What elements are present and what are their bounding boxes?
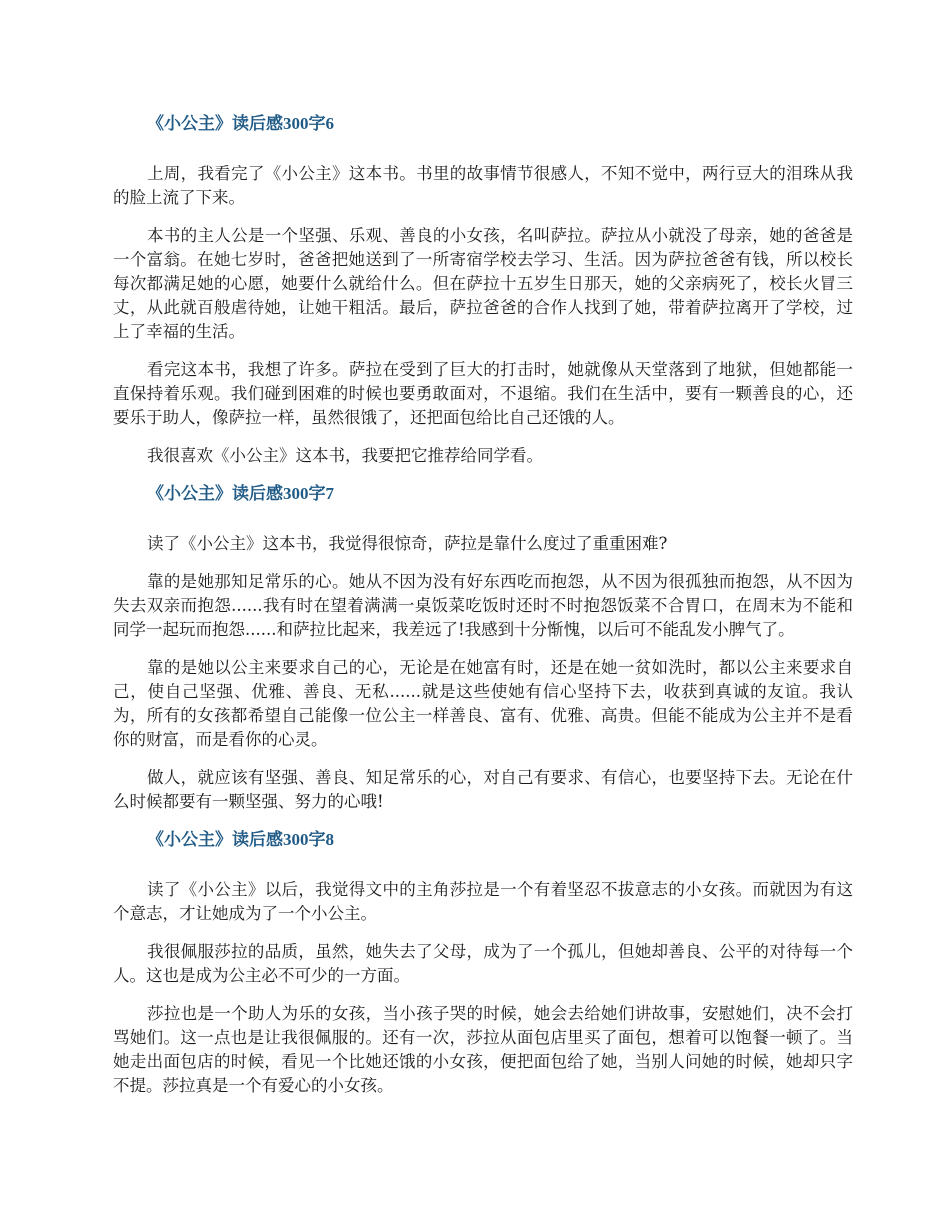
paragraph: 读了《小公主》这本书，我觉得很惊奇，萨拉是靠什么度过了重重困难? [147,534,668,553]
paragraph: 做人，就应该有坚强、善良、知足常乐的心，对自己有要求、有信心，也要坚持下去。无论在什么时候都要有一颗坚强、努力的心哦! [113,768,853,811]
document-page [113,112,853,1112]
essay-section-6 [113,112,853,468]
section-heading: 《小公主》读后感300字7 [147,484,334,503]
paragraph: 上周，我看完了《小公主》这本书。书里的故事情节很感人，不知不觉中，两行豆大的泪珠从我的脸上流了下来。 [113,164,853,207]
section-heading: 《小公主》读后感300字8 [147,830,334,849]
essay-section-7 [113,482,853,814]
paragraph: 我很喜欢《小公主》这本书，我要把它推荐给同学看。 [147,446,543,465]
paragraph: 靠的是她那知足常乐的心。她从不因为没有好东西吃而抱怨，从不因为很孤独而抱怨，从不因为失去双亲而抱怨......我有时在望着满满一桌饭菜吃饭时还时不时抱怨饭菜不合胃口，在周末为不能和同学一起玩而抱怨......和萨拉比起来，我差远了!我感到十分惭愧，以后可不能乱发小脾气了。 [113,572,853,639]
paragraph: 靠的是她以公主来要求自己的心，无论是在她富有时，还是在她一贫如洗时，都以公主来要求自己，使自己坚强、优雅、善良、无私......就是这些使她有信心坚持下去，收获到真诚的友谊。我认为，所有的女孩都希望自己能像一位公主一样善良、富有、优雅、高贵。但能不能成为公主并不是看你的财富，而是看你的心灵。 [113,658,853,749]
section-heading: 《小公主》读后感300字6 [147,114,334,133]
paragraph: 莎拉也是一个助人为乐的女孩，当小孩子哭的时候，她会去给她们讲故事，安慰她们，决不会打骂她们。这一点也是让我很佩服的。还有一次，莎拉从面包店里买了面包，想着可以饱餐一顿了。当她走出面包店的时候，看见一个比她还饿的小女孩，便把面包给了她，当别人问她的时候，她却只字不提。莎拉真是一个有爱心的小女孩。 [113,1004,853,1095]
paragraph: 读了《小公主》以后，我觉得文中的主角莎拉是一个有着坚忍不拔意志的小女孩。而就因为有这个意志，才让她成为了一个小公主。 [113,880,853,923]
essay-section-8 [113,828,853,1098]
paragraph: 看完这本书，我想了许多。萨拉在受到了巨大的打击时，她就像从天堂落到了地狱，但她都能一直保持着乐观。我们碰到困难的时候也要勇敢面对，不退缩。我们在生活中，要有一颗善良的心，还要乐于助人，像萨拉一样，虽然很饿了，还把面包给比自己还饿的人。 [113,360,853,427]
paragraph: 我很佩服莎拉的品质，虽然，她失去了父母，成为了一个孤儿，但她却善良、公平的对待每一个人。这也是成为公主必不可少的一方面。 [113,942,853,985]
paragraph: 本书的主人公是一个坚强、乐观、善良的小女孩，名叫萨拉。萨拉从小就没了母亲，她的爸爸是一个富翁。在她七岁时，爸爸把她送到了一所寄宿学校去学习、生活。因为萨拉爸爸有钱，所以校长每次都满足她的心愿，她要什么就给什么。但在萨拉十五岁生日那天，她的父亲病死了，校长火冒三丈，从此就百般虐待她，让她干粗活。最后，萨拉爸爸的合作人找到了她，带着萨拉离开了学校，过上了幸福的生活。 [113,226,853,341]
